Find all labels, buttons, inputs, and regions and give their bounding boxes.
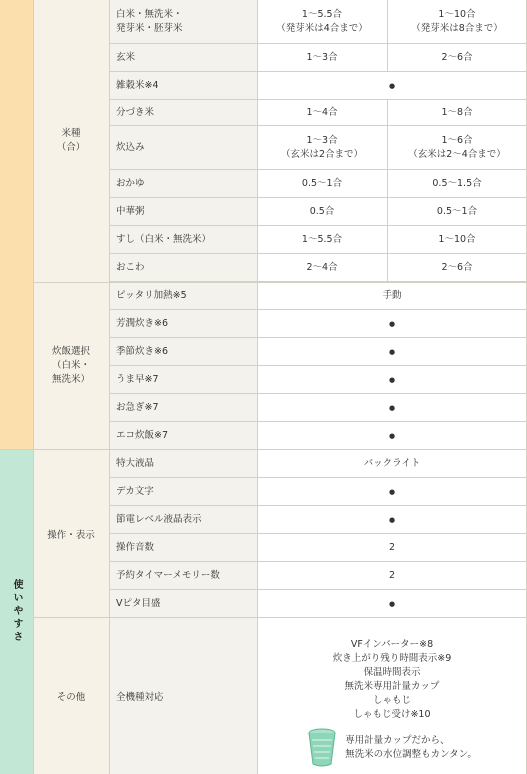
row-label <box>109 226 257 254</box>
row-value-merged <box>257 534 527 562</box>
row-value-text: 1〜8合 <box>441 107 473 118</box>
group-label: 米種 （合） <box>56 128 86 153</box>
row-label-text: おかゆ <box>116 178 145 189</box>
row-label-text: 全機種対応 <box>116 692 164 703</box>
row-value-text: 2〜4合 <box>306 262 338 273</box>
row-label <box>109 44 257 72</box>
bullet-mark: ● <box>388 488 396 496</box>
row-value-text: 2 <box>388 570 396 581</box>
group-rice-type <box>33 0 109 282</box>
section-band-rice <box>0 0 33 449</box>
row-label <box>109 254 257 282</box>
group-other <box>33 618 109 774</box>
bullet-mark: ● <box>388 432 396 440</box>
group-operation-display <box>33 450 109 618</box>
row-value-model-b <box>387 226 527 254</box>
row-value-model-b <box>387 254 527 282</box>
row-value-text: 0.5〜1合 <box>301 178 343 189</box>
row-label-text: 特大液晶 <box>116 458 155 469</box>
row-label-text: 分づき米 <box>116 107 155 118</box>
row-label-text: 予約タイマーメモリー数 <box>116 570 220 581</box>
row-label <box>109 366 257 394</box>
row-label <box>109 422 257 450</box>
row-value-merged <box>257 590 527 618</box>
row-value-model-a <box>257 170 387 198</box>
row-label-text: 玄米 <box>116 52 136 63</box>
row-label <box>109 126 257 170</box>
bullet-mark: ● <box>388 348 396 356</box>
row-value-text: 1〜6合 （玄米は2〜4合まで） <box>408 135 506 160</box>
row-value-model-b <box>387 170 527 198</box>
row-value-text: 0.5〜1合 <box>436 206 478 217</box>
row-label-text: エコ炊飯※7 <box>116 430 169 441</box>
row-value-text: 2 <box>388 542 396 553</box>
row-label <box>109 100 257 126</box>
group-label: 操作・表示 <box>47 530 95 541</box>
bullet-mark: ● <box>388 516 396 524</box>
row-label-text: 節電レベル液晶表示 <box>116 514 202 525</box>
row-value-text: 1〜5.5合 （発芽米は4合まで） <box>276 9 368 34</box>
feature-list: VFインバーター※8 炊き上がり残り時間表示※9 保温時間表示 無洗米専用計量カップ しゃもじ しゃもじ受け※10 <box>332 639 452 720</box>
row-label-text: 操作音数 <box>116 542 155 553</box>
row-value-text: 0.5〜1.5合 <box>432 178 482 189</box>
row-label-text: デカ文字 <box>116 486 154 497</box>
row-value-merged <box>257 506 527 534</box>
row-value-text: 0.5合 <box>309 206 335 217</box>
row-value-text: 2〜6合 <box>441 262 473 273</box>
row-label-text: 白米・無洗米・ 発芽米・胚芽米 <box>116 9 183 34</box>
row-label <box>109 394 257 422</box>
row-value-model-b <box>387 0 527 44</box>
row-value-model-a <box>257 254 387 282</box>
row-value-merged <box>257 72 527 100</box>
row-label-text: 雑穀米※4 <box>116 80 159 91</box>
row-value-merged <box>257 562 527 590</box>
bullet-mark: ● <box>388 320 396 328</box>
row-label <box>109 478 257 506</box>
row-label <box>109 506 257 534</box>
row-value-model-b <box>387 44 527 72</box>
row-value-text: 1〜10合 （発芽米は8合まで） <box>411 9 503 34</box>
row-label <box>109 562 257 590</box>
row-value-model-a <box>257 100 387 126</box>
row-label <box>109 590 257 618</box>
cup-note-text: 専用計量カップだから、 無洗米の水位調整もカンタン。 <box>345 735 477 760</box>
row-value-model-a <box>257 0 387 44</box>
row-value-merged <box>257 394 527 422</box>
cup-note <box>307 728 477 768</box>
measuring-cup-icon <box>307 728 337 768</box>
row-value-text: 1〜10合 <box>438 234 476 245</box>
row-label-text: お急ぎ※7 <box>116 402 159 413</box>
row-label <box>109 282 257 310</box>
section-label-usability: 使いやすさ <box>11 579 22 644</box>
group-cooking-mode <box>33 282 109 450</box>
row-value-text: バックライト <box>363 458 421 469</box>
row-value-merged <box>257 422 527 450</box>
row-label <box>109 0 257 44</box>
row-label-text: 炊込み <box>116 142 145 153</box>
section-band-usability <box>0 449 33 774</box>
bullet-mark: ● <box>388 600 396 608</box>
row-label-text: おこわ <box>116 262 145 273</box>
group-label: 炊飯選択 （白米・ 無洗米） <box>51 346 90 385</box>
row-label-text: うま早※7 <box>116 374 159 385</box>
row-label-text: Vピタ目盛 <box>116 598 161 609</box>
row-value-merged <box>257 450 527 478</box>
row-value-text: 1〜3合 （玄米は2合まで） <box>280 135 364 160</box>
row-value-merged <box>257 366 527 394</box>
row-label <box>109 450 257 478</box>
row-value-merged <box>257 282 527 310</box>
row-label <box>109 72 257 100</box>
row-label <box>109 198 257 226</box>
row-value-text: 手動 <box>382 290 402 301</box>
row-label-text: すし（白米・無洗米） <box>116 234 212 245</box>
row-label <box>109 170 257 198</box>
row-value-merged <box>257 618 527 774</box>
bullet-mark: ● <box>388 404 396 412</box>
row-value-merged <box>257 478 527 506</box>
bullet-mark: ● <box>388 82 396 90</box>
row-value-model-a <box>257 126 387 170</box>
row-label-text: 芳潤炊き※6 <box>116 318 169 329</box>
row-value-merged <box>257 310 527 338</box>
row-value-model-b <box>387 100 527 126</box>
row-label-text: 季節炊き※6 <box>116 346 169 357</box>
row-value-model-a <box>257 44 387 72</box>
row-value-model-b <box>387 198 527 226</box>
row-label-text: 中華粥 <box>116 206 145 217</box>
row-label <box>109 338 257 366</box>
group-label: その他 <box>56 692 86 703</box>
row-label <box>109 534 257 562</box>
row-value-text: 1〜5.5合 <box>301 234 343 245</box>
row-label <box>109 618 257 774</box>
row-value-text: 1〜4合 <box>306 107 338 118</box>
row-label <box>109 310 257 338</box>
bullet-mark: ● <box>388 376 396 384</box>
row-value-model-a <box>257 226 387 254</box>
row-value-model-a <box>257 198 387 226</box>
row-value-text: 2〜6合 <box>441 52 473 63</box>
row-value-merged <box>257 338 527 366</box>
row-label-text: ピッタリ加熱※5 <box>116 290 187 301</box>
row-value-text: 1〜3合 <box>306 52 338 63</box>
row-value-model-b <box>387 126 527 170</box>
